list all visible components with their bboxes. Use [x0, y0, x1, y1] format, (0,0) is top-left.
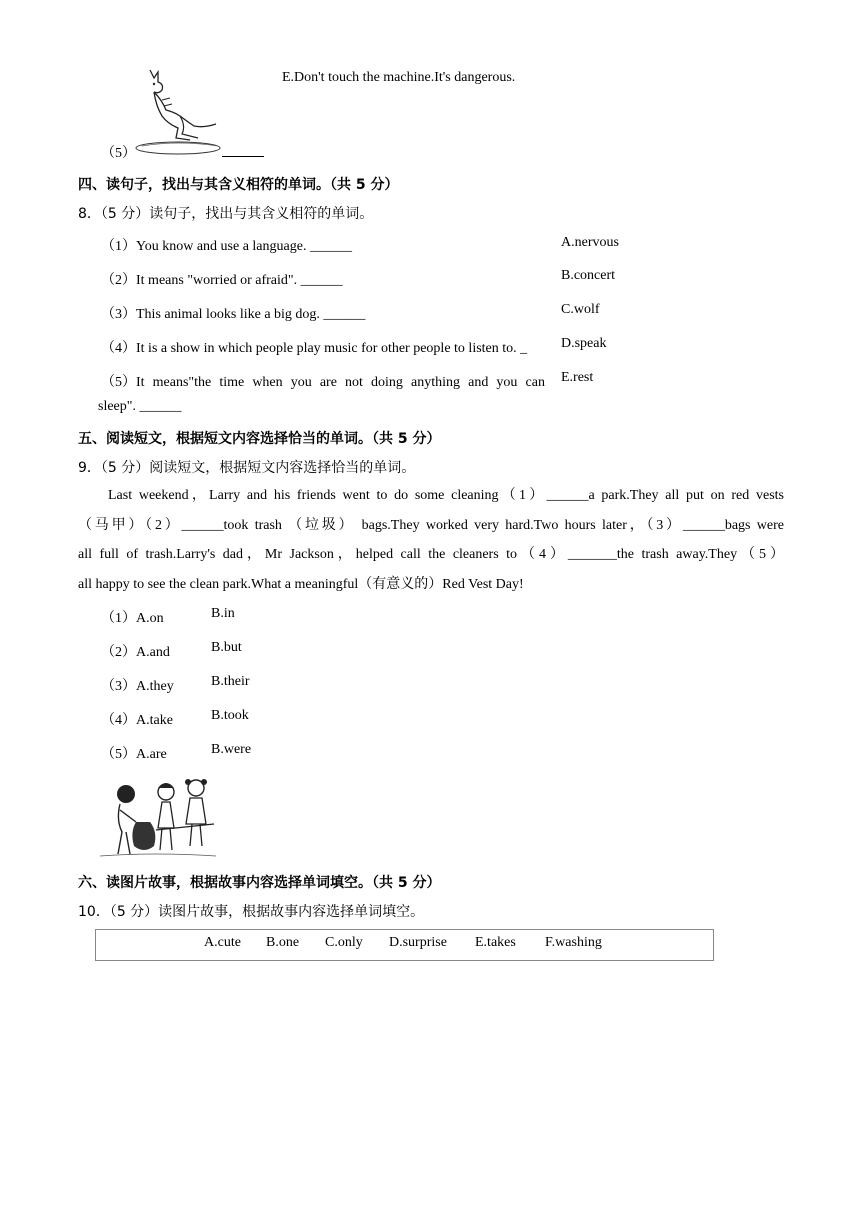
- choice-num: （5）: [101, 747, 136, 762]
- word-bank-item: F.washing: [545, 935, 602, 950]
- choice-a: A.take: [136, 713, 173, 728]
- choice-a: A.are: [136, 747, 167, 762]
- passage-line: Last weekend，Larry and his friends went to do some cleaning（1）______a park.They all put on red vests: [108, 488, 784, 503]
- word-bank-box: [95, 929, 714, 961]
- q8-item-num: （2）: [101, 273, 136, 288]
- kangaroo-illustration: [132, 66, 224, 158]
- q8-item-num: （4）: [101, 341, 136, 356]
- choice-num: （4）: [101, 713, 136, 728]
- q8-option-c: C.wolf: [561, 302, 600, 317]
- choice-num: （1）: [101, 611, 136, 626]
- choice-a: A.they: [136, 679, 174, 694]
- q8-item-text: It is a show in which people play music for other people to listen to. _: [136, 341, 528, 356]
- passage-line: all full of trash.Larry's dad，Mr Jackson，helped call the cleaners to（4）_______the trash away.They（5）: [78, 547, 784, 562]
- choice-a: A.and: [136, 645, 170, 660]
- q8-item-num: （3）: [101, 307, 136, 322]
- q8-item-5: [101, 371, 558, 391]
- q9-choice-5-b: B.were: [211, 742, 252, 757]
- q8-item-text: You know and use a language. ______: [136, 239, 352, 254]
- passage-line: all happy to see the clean park.What a meaningful（有意义的）Red Vest Day!: [78, 576, 524, 592]
- q7-item5-label: （5）: [101, 146, 136, 161]
- q9-choice-1: [101, 607, 164, 627]
- word-bank-item: D.surprise: [389, 935, 447, 950]
- section-5-heading: 五、阅读短文，根据短文内容选择恰当的单词。（共 5 分）: [78, 431, 441, 447]
- q9-label: 9．（5 分）阅读短文，根据短文内容选择恰当的单词。: [78, 460, 416, 476]
- section-4-heading: 四、读句子，找出与其含义相符的单词。（共 5 分）: [78, 177, 399, 193]
- q9-choice-4: [101, 709, 173, 729]
- choice-num: （3）: [101, 679, 136, 694]
- q9-choice-3: [101, 675, 174, 695]
- q8-item-4: [101, 337, 527, 357]
- children-cleaning-illustration: [96, 770, 220, 862]
- word-bank-item: B.one: [266, 935, 300, 950]
- q10-label: 10．（5 分）读图片故事，根据故事内容选择单词填空。: [78, 904, 425, 920]
- q7-item5-blank[interactable]: [222, 144, 264, 157]
- q8-item-text: It means "worried or afraid". ______: [136, 273, 343, 288]
- q8-item-num: （1）: [101, 239, 136, 254]
- q8-option-e: E.rest: [561, 370, 594, 385]
- q9-choice-3-b: B.their: [211, 674, 250, 689]
- q9-choice-5: [101, 743, 167, 763]
- q8-item-text: This animal looks like a big dog. ______: [136, 307, 366, 322]
- q8-option-d: D.speak: [561, 336, 607, 351]
- q8-item-text: It means"the time when you are not doing anything and you can: [136, 375, 545, 390]
- q9-choice-4-b: B.took: [211, 708, 249, 723]
- q8-item-num: （5）: [101, 375, 136, 390]
- word-bank-item: A.cute: [204, 935, 241, 950]
- q8-label: 8．（5 分）读句子，找出与其含义相符的单词。: [78, 206, 374, 222]
- choice-num: （2）: [101, 645, 136, 660]
- word-bank-item: E.takes: [475, 935, 516, 950]
- section-6-heading: 六、读图片故事，根据故事内容选择单词填空。（共 5 分）: [78, 875, 441, 891]
- q9-choice-2-b: B.but: [211, 640, 242, 655]
- passage-line: （马甲）（2）______took trash （垃圾） bags.They worked very hard.Two hours later，（3）______bags were: [78, 517, 784, 533]
- q8-option-a: A.nervous: [561, 235, 619, 250]
- q9-choice-1-b: B.in: [211, 606, 235, 621]
- q9-choice-2: [101, 641, 170, 661]
- word-bank-item: C.only: [325, 935, 363, 950]
- q8-item-3: [101, 303, 365, 323]
- q7-option-e: E.Don't touch the machine.It's dangerous.: [282, 70, 516, 85]
- choice-a: A.on: [136, 611, 164, 626]
- q8-item-2: [101, 269, 343, 289]
- q8-item-1: [101, 235, 352, 255]
- q8-option-b: B.concert: [561, 268, 616, 283]
- q9-passage: [78, 481, 784, 599]
- q8-item-5-continued: sleep". ______: [98, 399, 182, 414]
